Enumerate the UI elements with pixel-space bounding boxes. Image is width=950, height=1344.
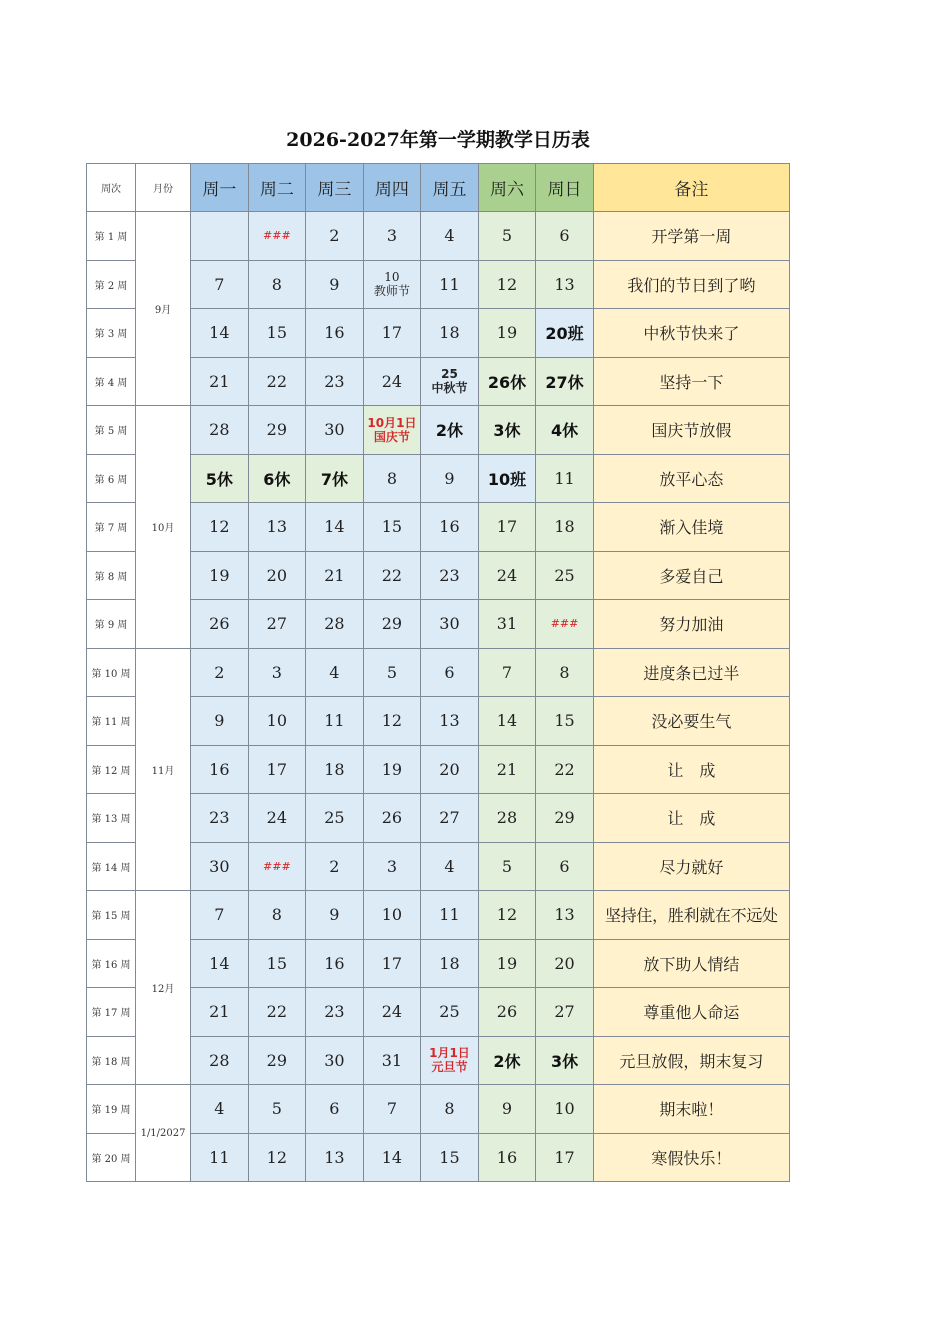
week-label: 第 3 周 (87, 309, 136, 358)
table-row (87, 939, 790, 988)
note-cell: 开学第一周 (593, 212, 789, 261)
day-cell (191, 212, 249, 261)
week-label: 第 1 周 (87, 212, 136, 261)
day-cell: 31 (363, 1036, 421, 1085)
day-cell: 28 (191, 406, 249, 455)
day-cell: ### (248, 212, 306, 261)
month-label: 1/1/2027 (136, 1085, 191, 1182)
week-label: 第 12 周 (87, 745, 136, 794)
day-cell: 8 (248, 891, 306, 940)
note-cell: 期末啦！ (593, 1085, 789, 1134)
day-cell: 18 (306, 745, 364, 794)
table-row (87, 600, 790, 649)
day-cell: 21 (191, 988, 249, 1037)
day-header-sat: 周六 (478, 164, 536, 212)
table-row (87, 988, 790, 1037)
day-cell: ### (248, 842, 306, 891)
week-label: 第 7 周 (87, 503, 136, 552)
day-cell: 31 (478, 600, 536, 649)
day-cell: 13 (306, 1133, 364, 1182)
day-cell: 13 (536, 260, 594, 309)
note-cell: 放下助人情结 (593, 939, 789, 988)
day-cell: 21 (191, 357, 249, 406)
day-cell: 5 (478, 842, 536, 891)
day-cell: 4 (306, 648, 364, 697)
day-cell: 6 (421, 648, 479, 697)
note-cell: 努力加油 (593, 600, 789, 649)
day-cell: 26 (191, 600, 249, 649)
day-cell: 27休 (536, 357, 594, 406)
week-label: 第 6 周 (87, 454, 136, 503)
day-cell: 2 (306, 842, 364, 891)
day-cell: 4 (421, 842, 479, 891)
week-label: 第 2 周 (87, 260, 136, 309)
month-label: 11月 (136, 648, 191, 891)
day-cell: 15 (363, 503, 421, 552)
day-cell: 10 (363, 891, 421, 940)
note-cell: 尽力就好 (593, 842, 789, 891)
day-cell: 16 (306, 939, 364, 988)
day-cell: 16 (191, 745, 249, 794)
note-cell: 多爱自己 (593, 551, 789, 600)
day-cell: 17 (248, 745, 306, 794)
day-cell: 6休 (248, 454, 306, 503)
day-header-fri: 周五 (421, 164, 479, 212)
page-title: 2026-2027年第一学期教学日历表 (286, 129, 590, 151)
table-row (87, 551, 790, 600)
day-cell: 5 (248, 1085, 306, 1134)
note-cell: 元旦放假，期末复习 (593, 1036, 789, 1085)
day-number: 25 (441, 367, 458, 382)
day-cell: 22 (248, 988, 306, 1037)
note-cell: 坚持住，胜利就在不远处 (593, 891, 789, 940)
day-cell: 12 (478, 891, 536, 940)
day-cell: 30 (191, 842, 249, 891)
day-cell: 12 (248, 1133, 306, 1182)
day-cell: 11 (306, 697, 364, 746)
week-label: 第 18 周 (87, 1036, 136, 1085)
table-row (87, 503, 790, 552)
note-cell: 让 成 (593, 745, 789, 794)
day-cell: 19 (191, 551, 249, 600)
day-cell: 6 (536, 842, 594, 891)
day-cell: 12 (478, 260, 536, 309)
note-cell: 渐入佳境 (593, 503, 789, 552)
week-label: 第 13 周 (87, 794, 136, 843)
day-cell: 25 (536, 551, 594, 600)
table-row (87, 697, 790, 746)
note-cell: 中秋节快来了 (593, 309, 789, 358)
day-cell: 23 (191, 794, 249, 843)
week-label: 第 19 周 (87, 1085, 136, 1134)
day-header-tue: 周二 (248, 164, 306, 212)
day-cell: 13 (248, 503, 306, 552)
day-cell: 9 (478, 1085, 536, 1134)
day-cell: ### (536, 600, 594, 649)
note-cell: 我们的节日到了哟 (593, 260, 789, 309)
note-cell: 坚持一下 (593, 357, 789, 406)
day-cell: 14 (478, 697, 536, 746)
day-cell: 17 (363, 939, 421, 988)
calendar-table (86, 163, 790, 1182)
day-cell: 7 (191, 260, 249, 309)
day-cell: 28 (306, 600, 364, 649)
day-cell: 11 (421, 891, 479, 940)
day-cell: 14 (191, 309, 249, 358)
day-cell: 3 (363, 842, 421, 891)
month-label: 12月 (136, 891, 191, 1085)
day-cell: 9 (191, 697, 249, 746)
note-cell: 尊重他人命运 (593, 988, 789, 1037)
day-cell: 10 (248, 697, 306, 746)
day-cell: 3休 (478, 406, 536, 455)
table-row (87, 1133, 790, 1182)
day-cell: 2休 (478, 1036, 536, 1085)
day-cell (421, 1036, 479, 1085)
day-cell: 12 (363, 697, 421, 746)
day-cell (363, 260, 421, 309)
day-cell: 16 (478, 1133, 536, 1182)
day-cell: 27 (421, 794, 479, 843)
day-cell: 20 (248, 551, 306, 600)
day-cell: 16 (306, 309, 364, 358)
day-cell: 22 (248, 357, 306, 406)
note-cell: 进度条已过半 (593, 648, 789, 697)
day-cell: 2 (191, 648, 249, 697)
day-cell: 9 (306, 891, 364, 940)
week-label: 第 11 周 (87, 697, 136, 746)
day-header-mon: 周一 (191, 164, 249, 212)
day-cell: 14 (363, 1133, 421, 1182)
note-cell: 让 成 (593, 794, 789, 843)
holiday-label: 元旦节 (431, 1060, 468, 1075)
day-cell: 17 (478, 503, 536, 552)
day-cell: 18 (421, 939, 479, 988)
day-cell: 30 (306, 1036, 364, 1085)
day-cell: 20 (536, 939, 594, 988)
day-cell: 3休 (536, 1036, 594, 1085)
day-cell: 25 (306, 794, 364, 843)
day-cell: 8 (363, 454, 421, 503)
note-cell: 没必要生气 (593, 697, 789, 746)
week-label: 第 15 周 (87, 891, 136, 940)
day-cell: 22 (363, 551, 421, 600)
day-cell: 4 (191, 1085, 249, 1134)
day-cell: 29 (363, 600, 421, 649)
day-cell: 23 (421, 551, 479, 600)
day-cell: 21 (306, 551, 364, 600)
day-cell: 30 (421, 600, 479, 649)
day-cell: 22 (536, 745, 594, 794)
day-cell: 20班 (536, 309, 594, 358)
day-cell: 13 (536, 891, 594, 940)
day-cell: 2休 (421, 406, 479, 455)
day-cell: 13 (421, 697, 479, 746)
day-cell: 8 (248, 260, 306, 309)
day-cell: 8 (421, 1085, 479, 1134)
day-header-wed: 周三 (306, 164, 364, 212)
week-label: 第 20 周 (87, 1133, 136, 1182)
day-cell: 10班 (478, 454, 536, 503)
day-cell: 26休 (478, 357, 536, 406)
day-cell: 4 (421, 212, 479, 261)
day-number: 10 (384, 270, 400, 285)
day-cell: 11 (191, 1133, 249, 1182)
day-cell: 9 (421, 454, 479, 503)
table-row (87, 648, 790, 697)
day-cell: 5休 (191, 454, 249, 503)
day-cell: 18 (536, 503, 594, 552)
month-label: 10月 (136, 406, 191, 649)
day-cell: 29 (536, 794, 594, 843)
holiday-label: 国庆节 (373, 429, 410, 444)
day-cell: 20 (421, 745, 479, 794)
day-cell: 19 (478, 309, 536, 358)
table-row (87, 842, 790, 891)
day-number: 1月1日 (429, 1046, 470, 1061)
day-cell: 6 (536, 212, 594, 261)
day-cell: 23 (306, 988, 364, 1037)
month-column-header: 月份 (136, 164, 191, 212)
day-cell (363, 406, 421, 455)
table-row (87, 1036, 790, 1085)
day-cell: 19 (363, 745, 421, 794)
day-cell: 4休 (536, 406, 594, 455)
day-cell: 29 (248, 406, 306, 455)
note-cell: 国庆节放假 (593, 406, 789, 455)
week-label: 第 9 周 (87, 600, 136, 649)
day-cell: 26 (478, 988, 536, 1037)
day-cell: 6 (306, 1085, 364, 1134)
week-label: 第 10 周 (87, 648, 136, 697)
day-cell: 15 (248, 309, 306, 358)
table-row (87, 357, 790, 406)
header-row (87, 164, 790, 212)
day-header-thu: 周四 (363, 164, 421, 212)
table-row (87, 212, 790, 261)
note-column-header: 备注 (593, 164, 789, 212)
day-cell: 25 (421, 988, 479, 1037)
day-cell: 23 (306, 357, 364, 406)
day-cell: 7 (191, 891, 249, 940)
week-label: 第 5 周 (87, 406, 136, 455)
day-cell: 28 (191, 1036, 249, 1085)
day-cell: 11 (536, 454, 594, 503)
day-cell: 2 (306, 212, 364, 261)
table-row (87, 794, 790, 843)
day-cell: 14 (191, 939, 249, 988)
day-cell: 12 (191, 503, 249, 552)
day-cell: 27 (248, 600, 306, 649)
day-cell: 30 (306, 406, 364, 455)
week-column-header: 周次 (87, 164, 136, 212)
day-cell: 7 (363, 1085, 421, 1134)
day-number: 10月1日 (367, 415, 417, 430)
month-label: 9月 (136, 212, 191, 406)
holiday-label: 教师节 (373, 284, 410, 299)
note-cell: 放平心态 (593, 454, 789, 503)
day-cell: 21 (478, 745, 536, 794)
table-row (87, 260, 790, 309)
table-row (87, 891, 790, 940)
day-header-sun: 周日 (536, 164, 594, 212)
day-cell: 24 (478, 551, 536, 600)
day-cell: 9 (306, 260, 364, 309)
day-cell: 7 (478, 648, 536, 697)
day-cell: 26 (363, 794, 421, 843)
week-label: 第 17 周 (87, 988, 136, 1037)
week-label: 第 16 周 (87, 939, 136, 988)
day-cell: 10 (536, 1085, 594, 1134)
day-cell: 14 (306, 503, 364, 552)
day-cell: 15 (248, 939, 306, 988)
table-row (87, 309, 790, 358)
note-cell: 寒假快乐！ (593, 1133, 789, 1182)
day-cell: 7休 (306, 454, 364, 503)
day-cell: 18 (421, 309, 479, 358)
day-cell: 27 (536, 988, 594, 1037)
day-cell: 8 (536, 648, 594, 697)
day-cell: 19 (478, 939, 536, 988)
table-row (87, 454, 790, 503)
day-cell: 29 (248, 1036, 306, 1085)
day-cell: 15 (536, 697, 594, 746)
week-label: 第 8 周 (87, 551, 136, 600)
holiday-label: 中秋节 (431, 381, 468, 396)
day-cell: 3 (363, 212, 421, 261)
week-label: 第 4 周 (87, 357, 136, 406)
week-label: 第 14 周 (87, 842, 136, 891)
table-row (87, 1085, 790, 1134)
table-row (87, 406, 790, 455)
day-cell: 11 (421, 260, 479, 309)
day-cell: 24 (363, 357, 421, 406)
day-cell: 17 (363, 309, 421, 358)
day-cell: 3 (248, 648, 306, 697)
day-cell: 28 (478, 794, 536, 843)
day-cell (421, 357, 479, 406)
day-cell: 16 (421, 503, 479, 552)
table-row (87, 745, 790, 794)
day-cell: 5 (478, 212, 536, 261)
day-cell: 5 (363, 648, 421, 697)
day-cell: 15 (421, 1133, 479, 1182)
day-cell: 24 (363, 988, 421, 1037)
day-cell: 17 (536, 1133, 594, 1182)
day-cell: 24 (248, 794, 306, 843)
